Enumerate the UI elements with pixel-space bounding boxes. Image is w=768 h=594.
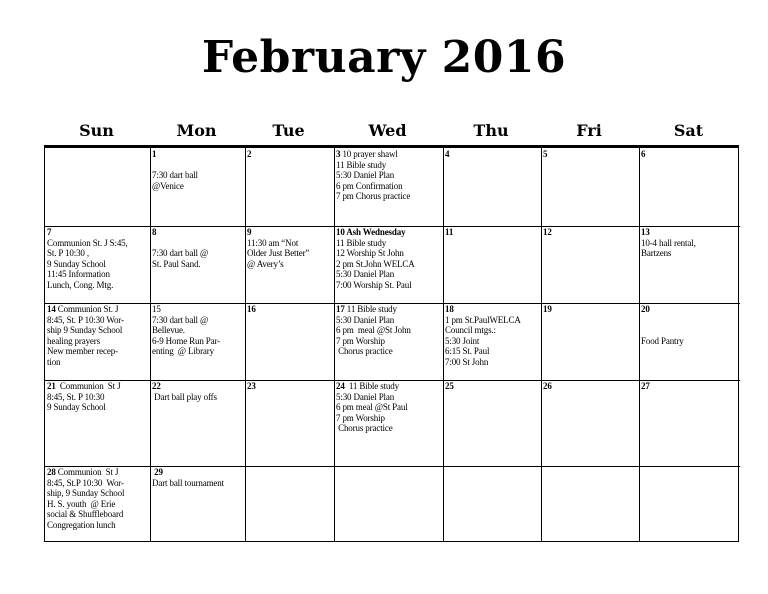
event-text: 7 pm Worship [336, 335, 385, 346]
day-number: 5 [543, 149, 548, 159]
day-number: 28 [47, 467, 56, 477]
event-text: New member recep- [47, 346, 118, 357]
event-text: 11:45 Information [47, 269, 110, 280]
event-text: 7:30 dart ball @ [152, 314, 209, 325]
day-cell [541, 226, 640, 304]
event-text: Communion St. J [55, 304, 119, 314]
day-cell [639, 226, 740, 304]
event-text: @Venice [152, 180, 184, 191]
day-number: 1 [152, 149, 157, 159]
day-number: 25 [445, 381, 454, 391]
event-text: 10-4 hall rental, [641, 237, 696, 248]
event-text: healing prayers [47, 335, 100, 346]
day-cell [150, 380, 246, 467]
event-text: St. P 10:30 , [47, 248, 89, 259]
day-cell [45, 303, 151, 381]
event-text: 5:30 Daniel Plan [336, 269, 395, 280]
day-number: 4 [445, 149, 450, 159]
day-cell [45, 226, 151, 304]
day-cell [639, 466, 740, 542]
event-text: 6 pm meal @St Paul [336, 402, 408, 413]
day-cell [45, 466, 151, 542]
event-text: Lunch, Cong. Mtg. [47, 279, 114, 290]
day-header-tue: Tue [272, 121, 305, 140]
day-cell [150, 148, 246, 227]
event-text: Council mtgs.: [445, 325, 496, 336]
day-number: 9 [247, 227, 252, 237]
day-cell [245, 226, 335, 304]
day-header-fri: Fri [576, 121, 602, 140]
event-text: 11 Bible study [344, 304, 397, 314]
event-text: 8:45, St.P 10:30 Wor- [47, 477, 124, 488]
day-cell [541, 380, 640, 467]
event-text: 11:30 am “Not [247, 237, 299, 248]
event-text: 7:30 dart ball @ [152, 248, 209, 259]
day-number: 12 [543, 227, 552, 237]
day-number: 15 [152, 304, 161, 314]
event-text: Communion St J [55, 467, 119, 477]
event-text: 6 pm Confirmation [336, 180, 403, 191]
day-number: 17 [336, 304, 345, 314]
day-header-sat: Sat [673, 121, 704, 140]
day-cell [443, 380, 542, 467]
day-cell [334, 466, 444, 542]
event-text: Bartzens [641, 248, 672, 259]
day-cell [245, 466, 335, 542]
cell-divider [44, 226, 160, 227]
day-number: 20 [641, 304, 650, 314]
event-text: Bellevue. [152, 325, 185, 336]
day-number: 23 [247, 381, 256, 391]
event-text: 11 Bible study [336, 159, 387, 170]
event-text: St. Paul Sand. [152, 258, 201, 269]
event-text: 5:30 Daniel Plan [336, 314, 395, 325]
day-cell [541, 148, 640, 227]
event-text: 6:15 St. Paul [445, 346, 490, 357]
event-text: 5:30 Joint [445, 335, 480, 346]
event-text: Food Pantry [641, 335, 684, 346]
day-cell [245, 303, 335, 381]
event-text: 2 pm St.John WELCA [336, 258, 415, 269]
event-text: Older Just Better” [247, 248, 310, 259]
day-number: 14 [47, 304, 56, 314]
day-number: 26 [543, 381, 552, 391]
day-number: 3 [336, 149, 341, 159]
event-text: 9 Sunday School [47, 258, 106, 269]
event-text: 7:30 dart ball [152, 170, 198, 181]
day-number: 2 [247, 149, 252, 159]
event-text: 7 pm Chorus practice [336, 191, 411, 202]
event-text: Dart ball tournament [152, 477, 224, 488]
day-header-mon: Mon [176, 121, 217, 140]
event-text: 1 pm St.PaulWELCA [445, 314, 521, 325]
event-text: 7:00 Worship St. Paul [336, 279, 412, 290]
event-text: 11 Bible study [336, 237, 387, 248]
day-cell [45, 380, 151, 467]
event-text: Congregation lunch [47, 519, 116, 530]
day-number: 8 [152, 227, 157, 237]
event-text: H. S. youth @ Erie [47, 498, 116, 509]
event-text: tion [47, 356, 61, 367]
event-text: 5:30 Daniel Plan [336, 391, 395, 402]
event-text: 6 pm meal @St John [336, 325, 411, 336]
event-text: ship 9 Sunday School [47, 325, 123, 336]
event-text: 10 prayer shawl [340, 149, 398, 159]
day-cell [150, 226, 246, 304]
event-text: 8:45, St. P 10:30 [47, 391, 105, 402]
event-text: Chorus practice [336, 346, 393, 357]
day-number: 18 [445, 304, 454, 314]
day-cell [334, 380, 444, 467]
day-cell [334, 303, 444, 381]
calendar-title: February 2016 [201, 32, 567, 83]
day-cell [150, 303, 246, 381]
day-cell [443, 466, 542, 542]
event-text: social & Shuffleboard [47, 509, 124, 520]
day-cell [639, 148, 740, 227]
event-text: Ash Wednesday [344, 227, 406, 237]
day-number: 21 [47, 381, 56, 391]
day-cell [245, 148, 335, 227]
day-number: 6 [641, 149, 646, 159]
day-number: 11 [445, 227, 454, 237]
day-number: 27 [641, 381, 650, 391]
event-text: ship, 9 Sunday School [47, 488, 125, 499]
day-cell [639, 303, 740, 381]
day-cell [541, 303, 640, 381]
event-text: 6-9 Home Run Par- [152, 335, 221, 346]
event-text: 7 pm Worship [336, 412, 385, 423]
event-text: 8:45, St. P 10:30 Wor- [47, 314, 124, 325]
event-text: 11 Bible study [344, 381, 399, 391]
day-cell [334, 226, 444, 304]
day-number: 16 [247, 304, 256, 314]
day-number: 13 [641, 227, 650, 237]
day-header-wed: Wed [368, 121, 407, 140]
day-cell [45, 148, 151, 227]
event-text: 9 Sunday School [47, 402, 106, 413]
day-cell [334, 148, 444, 227]
day-number: 24 [336, 381, 345, 391]
event-text: Dart ball play offs [152, 391, 217, 402]
day-cell [639, 380, 740, 467]
calendar-grid [44, 148, 739, 542]
day-number: 29 [152, 467, 163, 477]
event-text [641, 315, 738, 326]
day-cell [443, 226, 542, 304]
day-cell [150, 466, 246, 542]
day-number: 22 [152, 381, 161, 391]
day-number: 7 [47, 227, 52, 237]
day-cell [443, 303, 542, 381]
day-number: 19 [543, 304, 552, 314]
day-number: 10 [336, 227, 345, 237]
event-text [641, 325, 738, 336]
event-text: 12 Worship St John [336, 248, 404, 259]
event-text [152, 238, 243, 249]
day-cell [245, 380, 335, 467]
event-text: Chorus practice [336, 423, 393, 434]
event-text: @ Avery’s [247, 258, 284, 269]
day-header-thu: Thu [473, 121, 509, 140]
event-text [152, 160, 243, 171]
day-cell [443, 148, 542, 227]
event-text: enting @ Library [152, 346, 214, 357]
event-text: Communion St J [55, 381, 121, 391]
day-header-sun: Sun [79, 121, 114, 140]
day-cell [541, 466, 640, 542]
event-text: 7:00 St John [445, 356, 489, 367]
event-text: 5:30 Daniel Plan [336, 170, 395, 181]
event-text: Communion St. J S:45, [47, 237, 128, 248]
